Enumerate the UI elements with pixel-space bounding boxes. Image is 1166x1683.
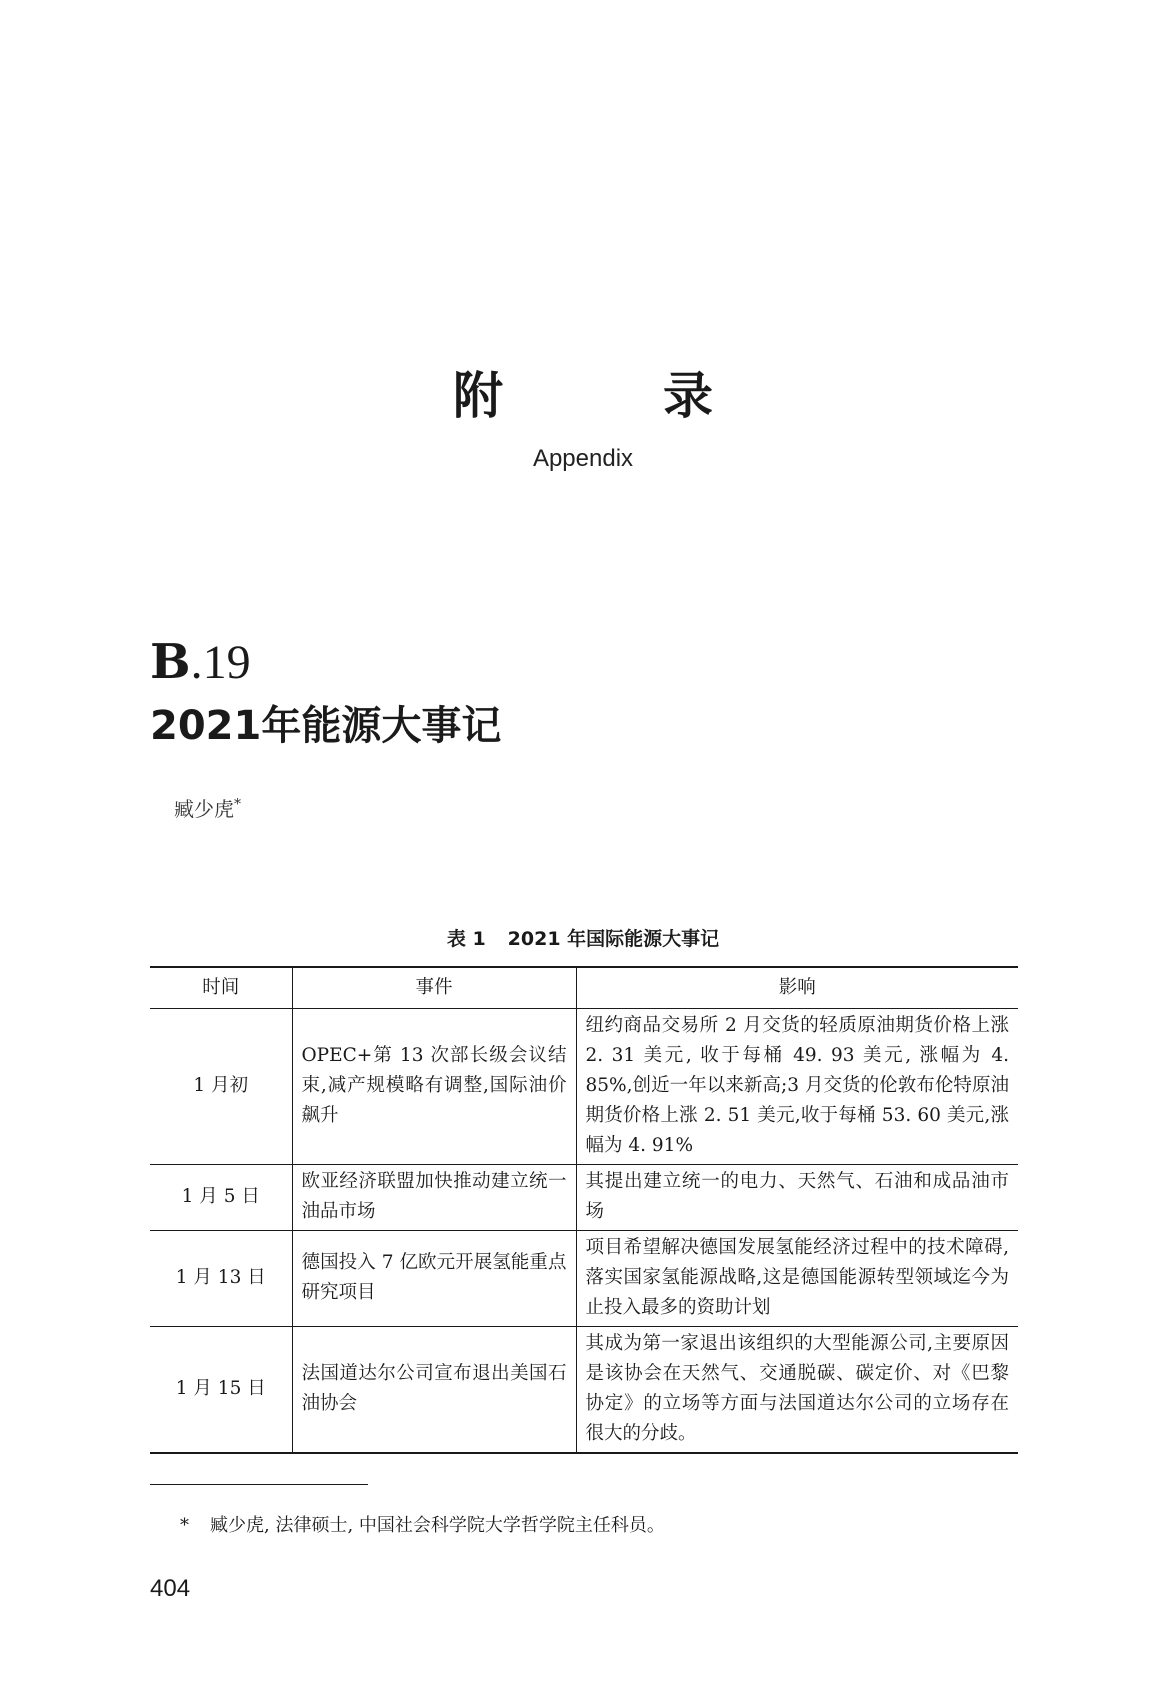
chapter-digits: .19 xyxy=(190,636,251,689)
appendix-subtitle: Appendix xyxy=(532,445,634,472)
author-line xyxy=(174,795,241,823)
table-caption-label: 表 1 xyxy=(446,928,486,950)
appendix-title-char-1: 附 xyxy=(453,367,503,425)
row-date: 1 月 15 日 xyxy=(175,1378,266,1399)
footnote-text: 臧少虎, 法律硕士, 中国社会科学院大学哲学院主任科员。 xyxy=(210,1515,665,1536)
header-impact: 影响 xyxy=(576,967,1018,1009)
row-impact: 其成为第一家退出该组织的大型能源公司,主要原因是该协会在天然气、交通脱碳、碳定价、对《巴黎协定》的立场等方面与法国道达尔公司的立场存在很大的分歧。 xyxy=(576,1327,1018,1454)
row-date: 1 月 5 日 xyxy=(150,1165,292,1231)
chapter-number xyxy=(150,634,251,691)
row-impact: 纽约商品交易所 2 月交货的轻质原油期货价格上涨 2. 31 美元, 收于每桶 49. 93 美元, 涨幅为 4. 85%,创近一年以来新高;3 月交货的伦敦布伦特原油期货价格上涨 2. 51 美元,收于每桶 53. 60 美元,涨幅为 4. 91% xyxy=(576,1009,1018,1165)
page-number: 404 xyxy=(150,1575,191,1602)
footnote xyxy=(180,1512,665,1540)
row-date: 1 月初 xyxy=(150,1009,292,1165)
row-event: 法国道达尔公司宣布退出美国石油协会 xyxy=(292,1327,576,1454)
table-header-row xyxy=(150,967,1018,1009)
header-time: 时间 xyxy=(150,967,292,1009)
events-table xyxy=(150,966,1018,1454)
row-impact: 其提出建立统一的电力、天然气、石油和成品油市场 xyxy=(576,1165,1018,1231)
author-footnote-mark[interactable]: * xyxy=(234,796,241,813)
table-row xyxy=(150,1231,1018,1327)
table-row xyxy=(150,1327,1018,1454)
author-name: 臧少虎 xyxy=(174,797,234,821)
footnote-mark: * xyxy=(180,1515,189,1536)
footnote-divider xyxy=(150,1484,368,1485)
table-caption-text: 2021 年国际能源大事记 xyxy=(507,928,720,950)
table-row xyxy=(150,1165,1018,1231)
appendix-title xyxy=(0,368,1166,424)
row-event: 欧亚经济联盟加快推动建立统一油品市场 xyxy=(292,1165,576,1231)
appendix-title-char-2: 录 xyxy=(663,367,713,425)
table-caption xyxy=(0,925,1166,953)
header-event: 事件 xyxy=(292,967,576,1009)
row-event: 德国投入 7 亿欧元开展氢能重点研究项目 xyxy=(292,1231,576,1327)
table-row xyxy=(150,1009,1018,1165)
row-impact: 项目希望解决德国发展氢能经济过程中的技术障碍,落实国家氢能源战略,这是德国能源转型领域迄今为止投入最多的资助计划 xyxy=(576,1231,1018,1327)
chapter-letter: B xyxy=(150,634,191,690)
row-event: OPEC+第 13 次部长级会议结束,减产规模略有调整,国际油价飙升 xyxy=(292,1009,576,1165)
chapter-title: 2021年能源大事记 xyxy=(150,703,502,749)
row-date: 1 月 13 日 xyxy=(150,1231,292,1327)
